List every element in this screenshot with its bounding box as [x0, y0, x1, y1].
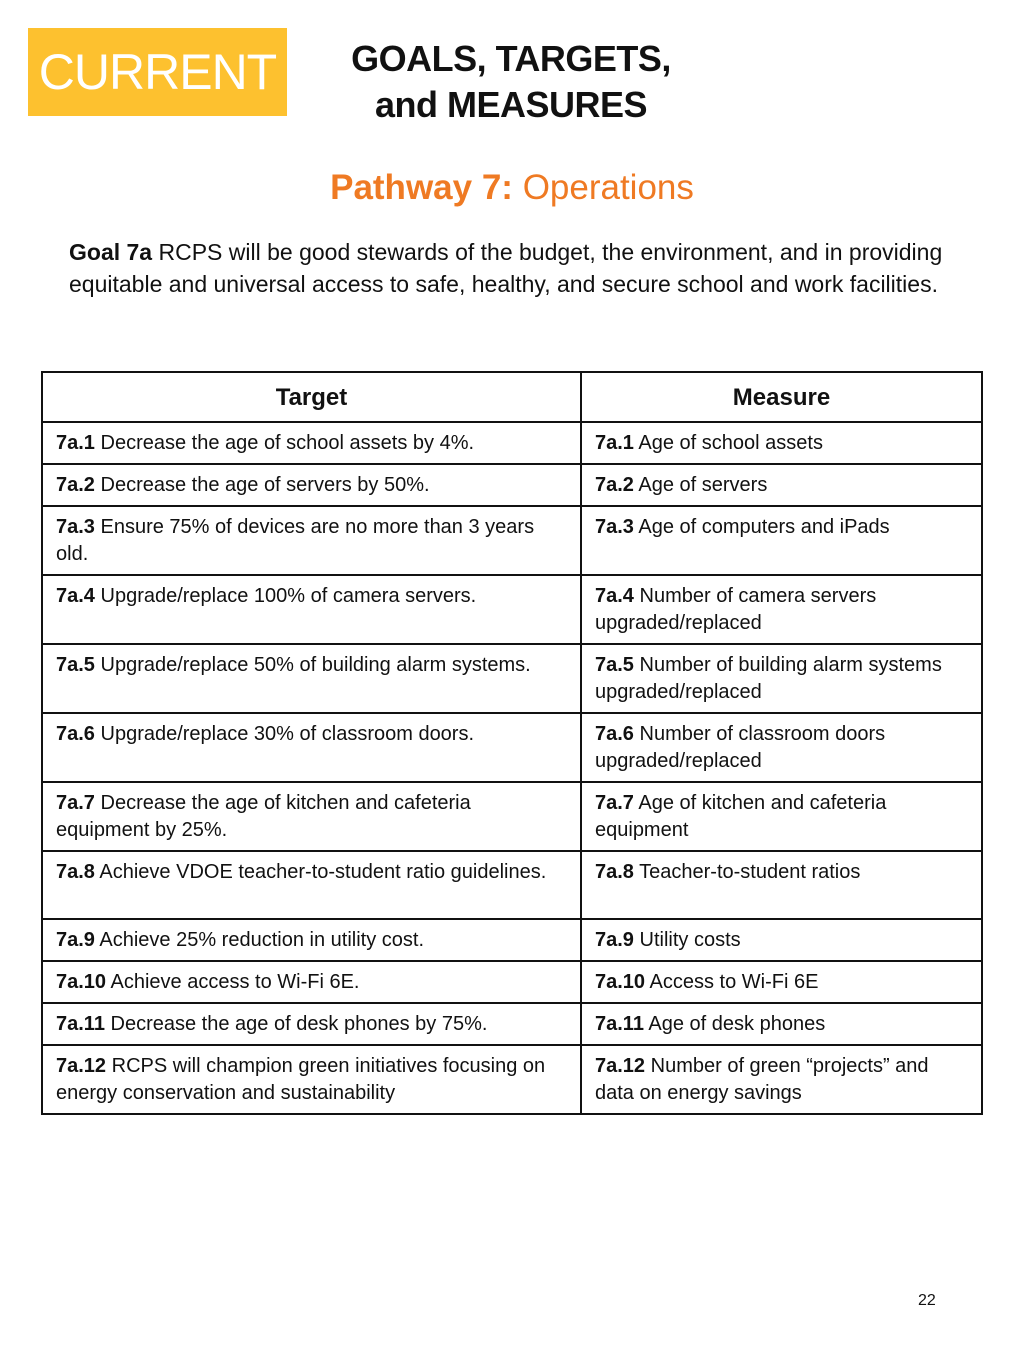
- measure-text: Age of school assets: [638, 432, 823, 454]
- target-cell: [42, 1003, 581, 1045]
- target-cell: [42, 575, 581, 644]
- target-cell: [42, 644, 581, 713]
- pathway-heading: [0, 168, 1024, 208]
- measure-cell: [581, 851, 982, 919]
- target-id: 7a.11: [56, 1013, 105, 1035]
- target-text: Achieve VDOE teacher-to-student ratio guidelines.: [99, 861, 547, 883]
- header-target: Target: [42, 372, 581, 422]
- measure-text: Number of green “projects” and data on energy savings: [595, 1055, 929, 1104]
- measure-id: 7a.12: [595, 1055, 646, 1077]
- measure-id: 7a.8: [595, 861, 634, 883]
- table-row: [42, 851, 982, 919]
- measure-cell: [581, 713, 982, 782]
- header-measure: Measure: [581, 372, 982, 422]
- measure-cell: [581, 1045, 982, 1114]
- target-text: Upgrade/replace 50% of building alarm systems.: [100, 654, 531, 676]
- table-row: [42, 782, 982, 851]
- target-id: 7a.9: [56, 929, 95, 951]
- measure-cell: [581, 506, 982, 575]
- measure-text: Age of kitchen and cafeteria equipment: [595, 792, 887, 841]
- table-row: [42, 1045, 982, 1114]
- table-row: [42, 1003, 982, 1045]
- target-id: 7a.8: [56, 861, 95, 883]
- measure-cell: [581, 422, 982, 464]
- measure-cell: [581, 919, 982, 961]
- targets-measures-table: [41, 371, 983, 1115]
- measure-id: 7a.6: [595, 723, 634, 745]
- table-row: [42, 713, 982, 782]
- target-text: RCPS will champion green initiatives focusing on energy conservation and sustainability: [56, 1055, 546, 1104]
- goal-text: RCPS will be good stewards of the budget, the environment, and in providing equitable and universal access to safe, healthy, and secure school and work facilities.: [69, 239, 943, 297]
- goal-label: Goal 7a: [69, 239, 153, 265]
- table-row: [42, 506, 982, 575]
- measure-text: Utility costs: [639, 929, 741, 951]
- measure-id: 7a.2: [595, 474, 634, 496]
- measure-text: Age of computers and iPads: [638, 516, 890, 538]
- table-row: [42, 422, 982, 464]
- target-cell: [42, 851, 581, 919]
- measure-id: 7a.7: [595, 792, 634, 814]
- measure-id: 7a.11: [595, 1013, 644, 1035]
- target-id: 7a.4: [56, 585, 95, 607]
- target-id: 7a.10: [56, 971, 107, 993]
- target-cell: [42, 919, 581, 961]
- target-cell: [42, 1045, 581, 1114]
- target-cell: [42, 713, 581, 782]
- target-cell: [42, 422, 581, 464]
- measure-text: Teacher-to-student ratios: [639, 861, 861, 883]
- pathway-label: Pathway 7:: [330, 168, 513, 207]
- measure-id: 7a.10: [595, 971, 646, 993]
- target-text: Achieve 25% reduction in utility cost.: [99, 929, 424, 951]
- target-id: 7a.7: [56, 792, 95, 814]
- target-id: 7a.3: [56, 516, 95, 538]
- target-text: Decrease the age of servers by 50%.: [100, 474, 430, 496]
- target-cell: [42, 782, 581, 851]
- measure-text: Age of desk phones: [648, 1013, 826, 1035]
- target-text: Decrease the age of kitchen and cafeteria equipment by 25%.: [56, 792, 471, 841]
- current-badge: CURRENT: [28, 28, 287, 116]
- measure-cell: [581, 1003, 982, 1045]
- page-number: 22: [918, 1292, 936, 1309]
- target-text: Achieve access to Wi-Fi 6E.: [110, 971, 360, 993]
- measure-id: 7a.3: [595, 516, 634, 538]
- target-text: Upgrade/replace 100% of camera servers.: [100, 585, 477, 607]
- measure-id: 7a.4: [595, 585, 634, 607]
- measure-id: 7a.1: [595, 432, 634, 454]
- table-row: [42, 961, 982, 1003]
- measure-cell: [581, 782, 982, 851]
- target-id: 7a.5: [56, 654, 95, 676]
- measure-text: Number of building alarm systems upgraded/replaced: [595, 654, 942, 703]
- target-text: Decrease the age of desk phones by 75%.: [110, 1013, 488, 1035]
- measure-cell: [581, 961, 982, 1003]
- target-cell: [42, 464, 581, 506]
- target-cell: [42, 961, 581, 1003]
- page-title: [310, 36, 712, 128]
- measure-text: Number of classroom doors upgraded/replaced: [595, 723, 886, 772]
- table-row: [42, 575, 982, 644]
- measure-id: 7a.5: [595, 654, 634, 676]
- measure-text: Age of servers: [638, 474, 768, 496]
- measure-cell: [581, 575, 982, 644]
- target-id: 7a.12: [56, 1055, 107, 1077]
- target-cell: [42, 506, 581, 575]
- measure-text: Access to Wi-Fi 6E: [649, 971, 819, 993]
- table-row: [42, 644, 982, 713]
- target-text: Decrease the age of school assets by 4%.: [100, 432, 475, 454]
- measure-cell: [581, 464, 982, 506]
- target-text: Ensure 75% of devices are no more than 3 years old.: [56, 516, 535, 565]
- goal-statement: [69, 236, 959, 300]
- measure-id: 7a.9: [595, 929, 634, 951]
- target-text: Upgrade/replace 30% of classroom doors.: [100, 723, 475, 745]
- table-row: [42, 464, 982, 506]
- target-id: 7a.1: [56, 432, 95, 454]
- pathway-name: Operations: [522, 168, 694, 207]
- target-id: 7a.2: [56, 474, 95, 496]
- title-line-2: and MEASURES: [374, 84, 648, 125]
- measure-text: Number of camera servers upgraded/replaced: [595, 585, 877, 634]
- title-line-1: GOALS, TARGETS,: [351, 38, 671, 79]
- table-row: [42, 919, 982, 961]
- target-id: 7a.6: [56, 723, 95, 745]
- measure-cell: [581, 644, 982, 713]
